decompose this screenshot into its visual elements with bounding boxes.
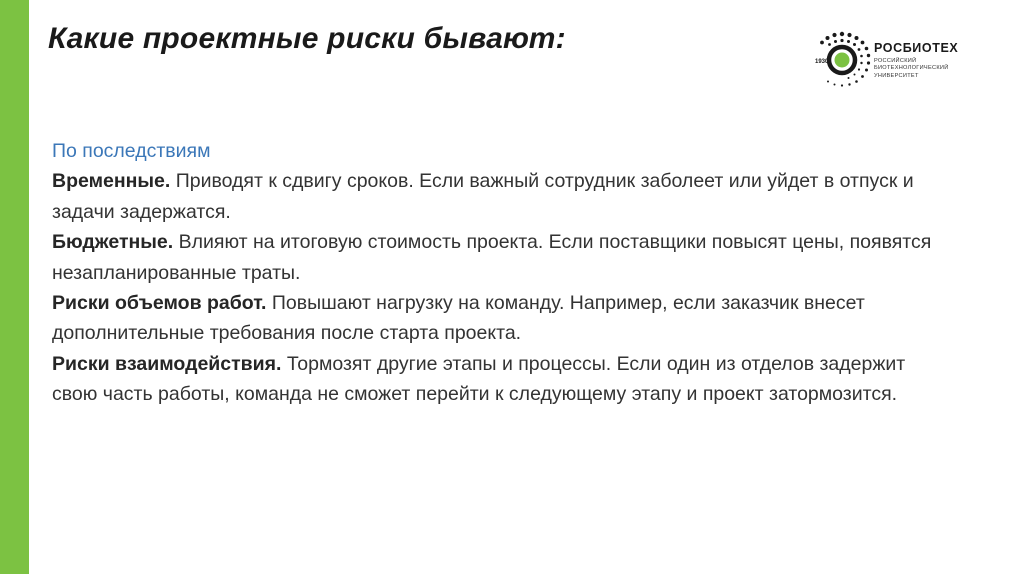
risk-item-temporal	[52, 166, 952, 227]
risk-term: Бюджетные.	[52, 231, 174, 254]
logo-emblem-icon	[812, 30, 872, 90]
university-logo	[812, 30, 992, 96]
logo-name: РОСБИОТЕХ	[874, 41, 959, 55]
risk-description: Тормозят другие этапы и процессы. Если один из отделов задержит свою часть работы, команда не сможет перейти к следующему этапу и проект затормозится.	[52, 352, 906, 406]
section-subheading: По последствиям	[52, 140, 211, 162]
risk-description: Повышают нагрузку на команду. Например, если заказчик внесет дополнительные требования после старта проекта.	[52, 292, 865, 345]
risk-term: Временные.	[52, 170, 171, 193]
risk-term: Риски объемов работ.	[52, 292, 267, 315]
risk-item-budget	[52, 227, 952, 288]
risk-description: Влияют на итоговую стоимость проекта. Если поставщики повысят цены, появятся незапланированные траты.	[52, 231, 932, 284]
logo-subtitle-line: УНИВЕРСИТЕТ	[874, 72, 919, 79]
logo-year: 1930	[815, 59, 829, 65]
logo-subtitle-line: РОССИЙСКИЙ	[874, 58, 917, 64]
green-accent-bar	[0, 0, 29, 574]
logo-subtitle-line: БИОТЕХНОЛОГИЧЕСКИЙ	[874, 65, 949, 72]
slide-title: Какие проектные риски бывают:	[48, 22, 566, 55]
risk-item-scope	[52, 288, 952, 349]
slide-body	[52, 136, 952, 410]
risk-term: Риски взаимодействия.	[52, 352, 282, 375]
logo-subtitle	[874, 58, 949, 80]
risk-description: Приводят к сдвигу сроков. Если важный сотрудник заболеет или уйдет в отпуск и задачи задержатся.	[52, 170, 914, 223]
risk-item-interaction	[52, 349, 952, 410]
